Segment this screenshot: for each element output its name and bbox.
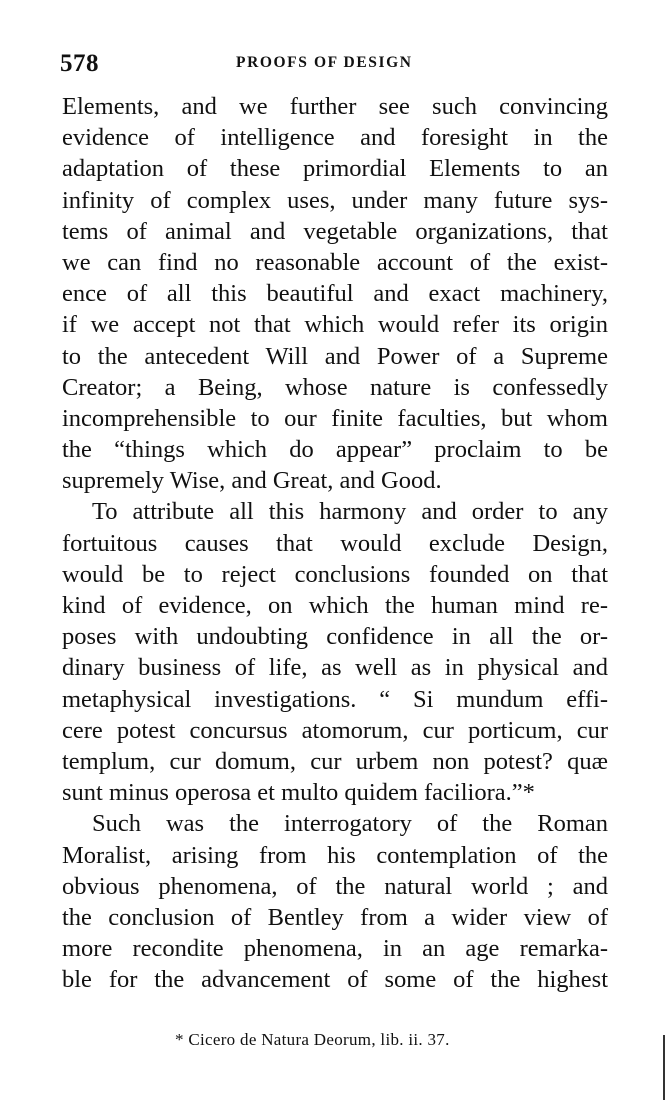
text-line: would be to reject conclusions founded on that [62, 560, 608, 588]
text-line: tems of animal and vegetable organizations, that [62, 217, 608, 245]
text-line: obvious phenomena, of the natural world ; and [62, 872, 608, 900]
text-line: supremely Wise, and Great, and Good. [62, 467, 442, 495]
text-line: Creator; a Being, whose nature is confessedly [62, 373, 608, 401]
text-line: the conclusion of Bentley from a wider view of [62, 903, 608, 931]
text-line: ence of all this beautiful and exact machinery, [62, 280, 608, 308]
text-line: metaphysical investigations. “ Si mundum effi- [62, 685, 608, 713]
text-line: evidence of intelligence and foresight in the [62, 124, 608, 152]
text-line: fortuitous causes that would exclude Design, [62, 529, 608, 557]
text-line: the “things which do appear” proclaim to be [62, 436, 608, 464]
text-line: dinary business of life, as well as in physical and [62, 654, 608, 682]
text-line: To attribute all this harmony and order to any [92, 498, 608, 526]
text-line: more recondite phenomena, in an age remarka- [62, 935, 608, 963]
page-number: 578 [60, 50, 99, 77]
running-head: PROOFS OF DESIGN [236, 54, 413, 71]
text-line: infinity of complex uses, under many future sys- [62, 186, 608, 214]
text-line: sunt minus operosa et multo quidem faciliora.”* [62, 779, 535, 807]
text-line: Elements, and we further see such convincing [62, 93, 608, 120]
text-line: cere potest concursus atomorum, cur porticum, cur [62, 716, 608, 744]
page-header [60, 50, 610, 80]
text-line: kind of evidence, on which the human mind re- [62, 592, 608, 619]
footnote: * Cicero de Natura Deorum, lib. ii. 37. [175, 1030, 450, 1049]
text-line: we can find no reasonable account of the exist- [62, 248, 608, 276]
text-line: incomprehensible to our finite faculties, but whom [62, 404, 608, 432]
text-line: if we accept not that which would refer its origin [62, 311, 608, 339]
text-line: templum, cur domum, cur urbem non potest? quæ [62, 747, 608, 775]
text-line: Such was the interrogatory of the Roman [92, 810, 608, 838]
text-line: to the antecedent Will and Power of a Supreme [62, 342, 608, 370]
text-line: adaptation of these primordial Elements to an [62, 155, 608, 183]
text-line: Moralist, arising from his contemplation of the [62, 841, 608, 869]
body-text [62, 91, 608, 995]
text-line: ble for the advancement of some of the highest [62, 966, 608, 994]
text-line: poses with undoubting confidence in all the or- [62, 623, 608, 651]
